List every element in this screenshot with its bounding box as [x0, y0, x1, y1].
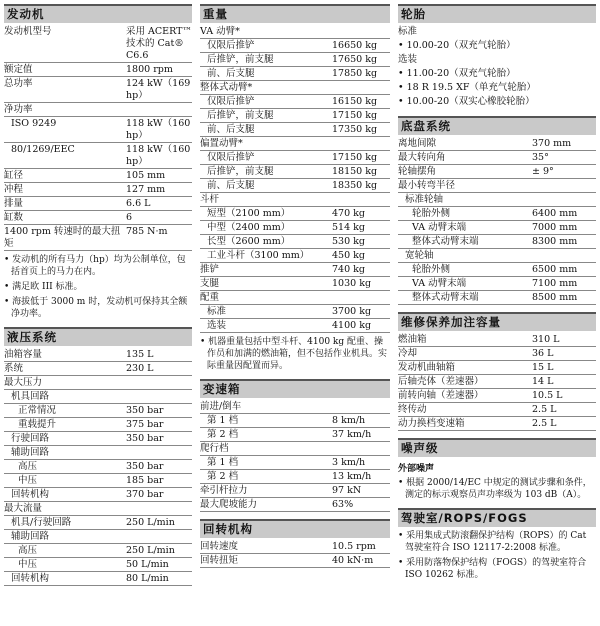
spec-value: 63% — [332, 498, 354, 510]
spec-value: 16650 kg — [332, 39, 378, 51]
spec-label: 仅限后推铲 — [207, 39, 255, 51]
spec-row — [398, 403, 596, 417]
spec-value: 250 L/min — [126, 544, 175, 556]
spec-label: 后推铲，前支腿 — [207, 109, 274, 121]
spec-row — [4, 169, 192, 183]
spec-value: 375 bar — [126, 418, 164, 430]
spec-value: ± 9° — [532, 165, 554, 177]
spec-row — [200, 207, 390, 221]
spec-row — [398, 165, 596, 179]
spec-value: 16150 kg — [332, 95, 378, 107]
spec-label: VA 动臂末端 — [412, 221, 467, 233]
spec-row — [4, 530, 192, 544]
spec-row — [4, 474, 192, 488]
spec-row — [200, 470, 390, 484]
spec-value: 470 kg — [332, 207, 365, 219]
undercarriage-section-title: 底盘系统 — [398, 116, 596, 135]
spec-row — [4, 348, 192, 362]
spec-label: 回转机构 — [11, 572, 50, 584]
spec-row — [398, 361, 596, 375]
spec-row — [398, 193, 596, 207]
note-text: • 根据 2000/14/EC 中规定的测试步骤和条件，测定的标示观察员声功率级为 103 dB（A）。 — [398, 478, 592, 500]
spec-row — [200, 400, 390, 414]
spec-row — [200, 484, 390, 498]
spec-label: 轮胎外侧 — [412, 207, 451, 219]
spec-row — [398, 221, 596, 235]
spec-value: 118 kW（160 hp） — [126, 117, 191, 141]
spec-label: 离地间隙 — [398, 137, 437, 149]
spec-value: 350 bar — [126, 460, 164, 472]
spec-label: 最大压力 — [4, 376, 43, 388]
spec-label: 高压 — [18, 544, 38, 556]
spec-value: 105 mm — [126, 169, 166, 181]
spec-row — [398, 249, 596, 263]
spec-label: 牵引杆拉力 — [200, 484, 248, 496]
spec-value: 18350 kg — [332, 179, 378, 191]
spec-row — [398, 179, 596, 193]
spec-row — [200, 554, 390, 568]
transmission-section-title: 变速箱 — [200, 379, 390, 398]
spec-value: 350 bar — [126, 432, 164, 444]
spec-value: 6400 mm — [532, 207, 578, 219]
spec-row — [398, 347, 596, 361]
engine-section-title: 发动机 — [4, 4, 192, 23]
spec-value: 370 bar — [126, 488, 164, 500]
spec-row — [200, 193, 390, 207]
tires-list — [398, 25, 596, 109]
spec-label: 终传动 — [398, 403, 427, 415]
spec-label: 总功率 — [4, 77, 33, 89]
spec-value: 10.5 rpm — [332, 540, 376, 552]
spec-value: 785 N·m — [126, 225, 168, 237]
spec-row — [4, 362, 192, 376]
spec-row — [4, 432, 192, 446]
spec-value: 6.6 L — [126, 197, 151, 209]
spec-row — [4, 516, 192, 530]
spec-row — [398, 291, 596, 305]
spec-row — [4, 225, 192, 251]
spec-row — [200, 179, 390, 193]
tires-section-title: 轮胎 — [398, 4, 596, 23]
spec-label: 80/1269/EEC — [11, 143, 75, 155]
engine-notes — [4, 254, 192, 320]
spec-label: 最大爬坡能力 — [200, 498, 258, 510]
list-line: • 18 R 19.5 XF（单充气轮胎） — [398, 82, 536, 93]
spec-label: 回转速度 — [200, 540, 239, 552]
spec-label: 推铲 — [200, 263, 220, 275]
engine-table — [4, 25, 192, 251]
spec-value: 350 bar — [126, 404, 164, 416]
spec-row — [398, 235, 596, 249]
spec-value: 7100 mm — [532, 277, 578, 289]
spec-row — [200, 498, 390, 512]
spec-value: 124 kW（169 hp） — [126, 77, 191, 101]
spec-row — [398, 333, 596, 347]
spec-value: 2.5 L — [532, 403, 557, 415]
spec-label: 中压 — [18, 558, 38, 570]
spec-row — [200, 249, 390, 263]
note-text: • 采用防落物保护结构（FOGS）的驾驶室符合 ISO 10262 标准。 — [398, 558, 587, 580]
spec-row — [200, 39, 390, 53]
transmission-table — [200, 400, 390, 512]
spec-label: 燃油箱 — [398, 333, 427, 345]
spec-label: VA 动臂* — [200, 25, 240, 37]
spec-row — [398, 137, 596, 151]
spec-label: 机具/行驶回路 — [11, 516, 72, 528]
note-text: • 海拔低于 3000 m 时，发动机可保持其全额净功率。 — [4, 297, 188, 319]
spec-row — [200, 95, 390, 109]
spec-label: 前、后支腿 — [207, 123, 255, 135]
spec-value: 135 L — [126, 348, 154, 360]
spec-row — [398, 151, 596, 165]
spec-label: 缸径 — [4, 169, 24, 181]
spec-value: 17850 kg — [332, 67, 378, 79]
spec-row — [200, 291, 390, 305]
spec-row — [200, 540, 390, 554]
note-text: • 机器重量包括中型斗杆、4100 kg 配重、操作员和加满的燃油箱，但不包括作业机具。实际重量因配置而异。 — [200, 337, 388, 371]
spec-value: 35° — [532, 151, 549, 163]
spec-value: 50 L/min — [126, 558, 169, 570]
service-section-title: 维修保养加注容量 — [398, 312, 596, 331]
spec-value: 14 L — [532, 375, 554, 387]
spec-value: 6500 mm — [532, 263, 578, 275]
spec-row — [200, 221, 390, 235]
column-left — [4, 4, 192, 586]
cab-section-title: 驾驶室/ROPS/FOGS — [398, 508, 596, 527]
spec-label: 额定值 — [4, 63, 33, 75]
spec-value: 118 kW（160 hp） — [126, 143, 191, 167]
spec-label: 前进/倒车 — [200, 400, 242, 412]
spec-value: 17150 kg — [332, 151, 378, 163]
spec-label: 宽轮轴 — [405, 249, 434, 261]
spec-row — [4, 143, 192, 169]
spec-row — [4, 211, 192, 225]
spec-label: 后推铲，前支腿 — [207, 53, 274, 65]
cab-notes — [398, 530, 596, 581]
spec-label: 第 2 档 — [207, 428, 239, 440]
weights-notes — [200, 336, 390, 372]
spec-label: 行驶回路 — [11, 432, 50, 444]
spec-row — [4, 418, 192, 432]
hydraulics-section-title: 液压系统 — [4, 327, 192, 346]
spec-label: 支腿 — [200, 277, 220, 289]
spec-label: 整体式动臂* — [200, 81, 253, 93]
spec-value: 7000 mm — [532, 221, 578, 233]
spec-value: 127 mm — [126, 183, 166, 195]
spec-label: 回转机构 — [11, 488, 50, 500]
note-text: • 发动机的所有马力（hp）均为公制单位，包括首页上的马力在内。 — [4, 255, 186, 277]
swing-section-title: 回转机构 — [200, 519, 390, 538]
spec-value: 17650 kg — [332, 53, 378, 65]
spec-row — [4, 502, 192, 516]
spec-label: 前、后支腿 — [207, 67, 255, 79]
spec-value: 10.5 L — [532, 389, 563, 401]
spec-value: 97 kN — [332, 484, 362, 496]
spec-label: 标准 — [207, 305, 227, 317]
service-table — [398, 333, 596, 431]
spec-label: 系统 — [4, 362, 24, 374]
spec-value: 采用 ACERT™ 技术的 Cat® C6.6 — [126, 25, 192, 61]
spec-label: 长型（2600 mm） — [207, 235, 291, 247]
spec-row — [4, 103, 192, 117]
column-right — [398, 4, 596, 581]
spec-value: 17150 kg — [332, 109, 378, 121]
spec-label: 1400 rpm 转速时的最大扭矩 — [4, 225, 121, 249]
spec-label: 前转向轴（差速器） — [398, 389, 484, 401]
spec-label: 第 2 档 — [207, 470, 239, 482]
spec-row — [4, 77, 192, 103]
spec-label: VA 动臂末端 — [412, 277, 467, 289]
sound-notes — [398, 477, 596, 501]
note-text: • 满足欧 III 标准。 — [4, 282, 83, 292]
spec-row — [398, 263, 596, 277]
spec-label: 中压 — [18, 474, 38, 486]
spec-label: 最大转向角 — [398, 151, 446, 163]
swing-table — [200, 540, 390, 568]
spec-value: 1800 rpm — [126, 63, 173, 75]
spec-row — [4, 117, 192, 143]
spec-label: 整体式动臂末端 — [412, 291, 479, 303]
spec-value: 185 bar — [126, 474, 164, 486]
spec-value: 40 kN·m — [332, 554, 374, 566]
spec-value: 3700 kg — [332, 305, 372, 317]
spec-row — [398, 207, 596, 221]
spec-label: 高压 — [18, 460, 38, 472]
spec-row — [398, 417, 596, 431]
spec-label: 前、后支腿 — [207, 179, 255, 191]
spec-row — [4, 63, 192, 77]
weights-section-title: 重量 — [200, 4, 390, 23]
spec-value: 13 km/h — [332, 470, 372, 482]
list-line: • 11.00-20（双充气轮胎） — [398, 68, 516, 79]
sound-subtitle: 外部噪声 — [398, 464, 435, 474]
spec-value: 530 kg — [332, 235, 365, 247]
spec-label: 最大流量 — [4, 502, 43, 514]
hydraulics-table — [4, 348, 192, 586]
spec-row — [200, 277, 390, 291]
spec-label: 第 1 档 — [207, 414, 239, 426]
weights-table — [200, 25, 390, 333]
spec-label: ISO 9249 — [11, 117, 57, 129]
spec-row — [4, 488, 192, 502]
spec-row — [4, 404, 192, 418]
spec-value: 514 kg — [332, 221, 365, 233]
spec-row — [398, 277, 596, 291]
spec-label: 辅助回路 — [11, 446, 50, 458]
spec-label: 后轴壳体（差速器） — [398, 375, 484, 387]
spec-row — [200, 428, 390, 442]
spec-label: 冲程 — [4, 183, 24, 195]
spec-row — [200, 67, 390, 81]
spec-row — [200, 151, 390, 165]
spec-label: 冷却 — [398, 347, 418, 359]
spec-row — [398, 375, 596, 389]
spec-value: 18150 kg — [332, 165, 378, 177]
spec-value: 230 L — [126, 362, 154, 374]
spec-row — [4, 197, 192, 211]
spec-row — [200, 165, 390, 179]
spec-row — [4, 558, 192, 572]
spec-label: 中型（2400 mm） — [207, 221, 291, 233]
spec-value: 8500 mm — [532, 291, 578, 303]
spec-label: 标准轮轴 — [405, 193, 444, 205]
spec-label: 油箱容量 — [4, 348, 43, 360]
spec-label: 后推铲，前支腿 — [207, 165, 274, 177]
spec-row — [200, 442, 390, 456]
spec-value: 8300 mm — [532, 235, 578, 247]
spec-label: 重载提升 — [18, 418, 57, 430]
spec-label: 机具回路 — [11, 390, 50, 402]
spec-label: 回转扭矩 — [200, 554, 239, 566]
spec-value: 17350 kg — [332, 123, 378, 135]
spec-row — [200, 263, 390, 277]
spec-label: 辅助回路 — [11, 530, 50, 542]
spec-label: 仅限后推铲 — [207, 95, 255, 107]
spec-label: 选装 — [207, 319, 227, 331]
spec-row — [4, 544, 192, 558]
spec-value: 370 mm — [532, 137, 572, 149]
undercarriage-table — [398, 137, 596, 305]
spec-row — [200, 305, 390, 319]
spec-value: 740 kg — [332, 263, 365, 275]
spec-row — [4, 183, 192, 197]
column-middle — [200, 4, 390, 568]
spec-row — [200, 456, 390, 470]
spec-row — [200, 414, 390, 428]
spec-label: 整体式动臂末端 — [412, 235, 479, 247]
spec-value: 15 L — [532, 361, 554, 373]
spec-row — [398, 389, 596, 403]
spec-row — [200, 53, 390, 67]
spec-row — [4, 572, 192, 586]
spec-row — [4, 460, 192, 474]
spec-row — [200, 25, 390, 39]
list-line: 标准 — [398, 26, 418, 37]
spec-row — [200, 235, 390, 249]
spec-label: 第 1 档 — [207, 456, 239, 468]
spec-value: 2.5 L — [532, 417, 557, 429]
spec-row — [4, 446, 192, 460]
spec-value: 4100 kg — [332, 319, 372, 331]
spec-value: 1030 kg — [332, 277, 372, 289]
spec-label: 偏置动臂* — [200, 137, 243, 149]
spec-label: 仅限后推铲 — [207, 151, 255, 163]
list-line: • 10.00-20（双充气轮胎） — [398, 40, 516, 51]
spec-value: 80 L/min — [126, 572, 169, 584]
spec-row — [200, 123, 390, 137]
spec-label: 爬行档 — [200, 442, 229, 454]
spec-row — [200, 81, 390, 95]
spec-label: 轮轴摆角 — [398, 165, 437, 177]
spec-value: 36 L — [532, 347, 554, 359]
spec-label: 斗杆 — [200, 193, 220, 205]
spec-value: 37 km/h — [332, 428, 372, 440]
spec-label: 最小转弯半径 — [398, 179, 456, 191]
note-text: • 采用集成式防滚翻保护结构（ROPS）的 Cat 驾驶室符合 ISO 12117-2:2008 标准。 — [398, 531, 587, 553]
spec-label: 排量 — [4, 197, 24, 209]
spec-value: 250 L/min — [126, 516, 175, 528]
spec-label: 正常情况 — [18, 404, 57, 416]
spec-row — [200, 319, 390, 333]
spec-row — [4, 376, 192, 390]
spec-row — [4, 25, 192, 63]
spec-row — [4, 390, 192, 404]
spec-label: 缸数 — [4, 211, 24, 223]
spec-label: 动力换档变速箱 — [398, 417, 465, 429]
list-line: 选装 — [398, 54, 418, 65]
spec-row — [200, 109, 390, 123]
spec-label: 发动机曲轴箱 — [398, 361, 456, 373]
spec-label: 工业斗杆（3100 mm） — [207, 249, 310, 261]
spec-value: 6 — [126, 211, 133, 223]
spec-value: 8 km/h — [332, 414, 366, 426]
list-line: • 10.00-20（双实心橡胶轮胎） — [398, 96, 535, 107]
spec-value: 450 kg — [332, 249, 365, 261]
spec-value: 3 km/h — [332, 456, 366, 468]
spec-label: 配重 — [200, 291, 220, 303]
spec-label: 轮胎外侧 — [412, 263, 451, 275]
spec-label: 短型（2100 mm） — [207, 207, 291, 219]
sound-section-title: 噪声级 — [398, 438, 596, 457]
spec-label: 净功率 — [4, 103, 33, 115]
spec-row — [200, 137, 390, 151]
spec-label: 发动机型号 — [4, 25, 52, 37]
spec-value: 310 L — [532, 333, 560, 345]
